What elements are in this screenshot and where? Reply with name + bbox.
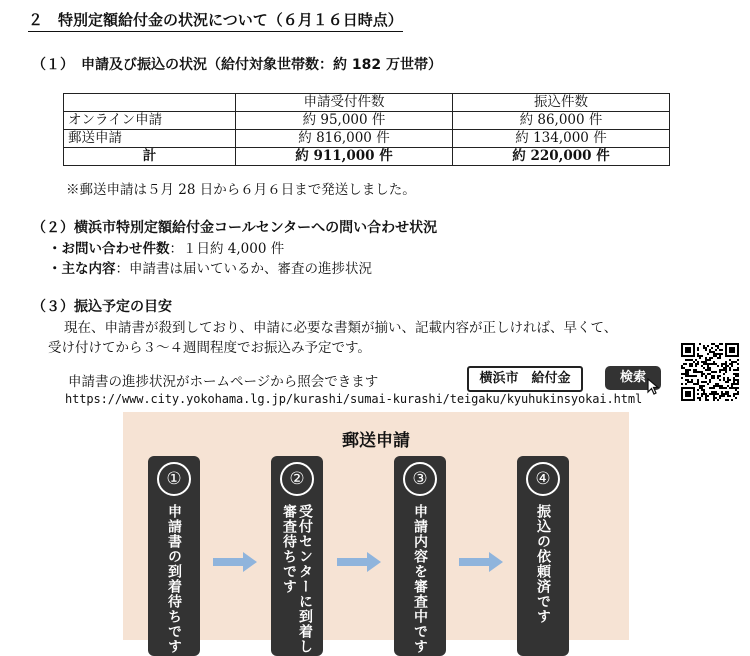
table-header-transfers: 振込件数 bbox=[453, 94, 670, 112]
table-total-row bbox=[64, 148, 670, 166]
step-number: ③ bbox=[403, 462, 437, 496]
search-keyword-box: 横浜市 給付金 bbox=[467, 366, 583, 392]
flow-step-3 bbox=[394, 456, 446, 656]
mail-note: ※郵送申請は５月 28 日から６月６日まで発送しました。 bbox=[66, 182, 416, 198]
status-table bbox=[63, 93, 670, 166]
flow-title: 郵送申請 bbox=[342, 431, 410, 451]
total-applications: 約 911,000 件 bbox=[236, 148, 453, 166]
flow-step-2 bbox=[271, 456, 323, 656]
row-applications: 約 95,000 件 bbox=[236, 112, 453, 130]
search-button[interactable]: 検索 bbox=[605, 366, 661, 390]
row-transfers: 約 86,000 件 bbox=[453, 112, 670, 130]
bullet-value: ：申請書は届いているか、審査の進捗状況 bbox=[115, 261, 372, 277]
bullet-label: ・お問い合わせ件数 bbox=[48, 241, 170, 257]
arrow-right-icon bbox=[337, 552, 381, 572]
step-number: ① bbox=[157, 462, 191, 496]
row-transfers: 約 134,000 件 bbox=[453, 130, 670, 148]
inquiry-text: 申請書の進捗状況がホームページから照会できます bbox=[68, 374, 379, 390]
section3-title: （３）振込予定の目安 bbox=[32, 299, 172, 315]
bullet-inquiry-count bbox=[48, 237, 284, 257]
row-applications: 約 816,000 件 bbox=[236, 130, 453, 148]
table-header-blank bbox=[64, 94, 236, 112]
inquiry-url-link[interactable]: https://www.city.yokohama.lg.jp/kurashi/sumai-kurashi/teigaku/kyuhukinsyokai.html bbox=[65, 392, 643, 406]
qr-code-icon bbox=[681, 343, 739, 401]
flow-step-4 bbox=[517, 456, 569, 656]
step-text: 受付センターに到着し 審査待ちです bbox=[281, 504, 313, 654]
step-text: 申請書の到着待ちです bbox=[166, 504, 182, 654]
cursor-icon bbox=[646, 378, 662, 396]
table-header-applications: 申請受付件数 bbox=[236, 94, 453, 112]
flow-step-1 bbox=[148, 456, 200, 656]
total-label: 計 bbox=[64, 148, 236, 166]
row-label: 郵送申請 bbox=[64, 130, 236, 148]
section2-title: （２）横浜市特別定額給付金コールセンターへの問い合わせ状況 bbox=[32, 220, 438, 236]
step-text: 申請内容を審査中です bbox=[412, 504, 428, 654]
table-row bbox=[64, 112, 670, 130]
step-text: 振込の依頼済です bbox=[535, 504, 551, 624]
arrow-right-icon bbox=[459, 552, 503, 572]
bullet-main-content bbox=[48, 257, 372, 277]
table-header-row bbox=[64, 94, 670, 112]
step-number: ② bbox=[280, 462, 314, 496]
mail-flow-diagram bbox=[123, 412, 629, 654]
section-heading: ２ 特別定額給付金の状況について（６月１６日時点） bbox=[28, 9, 403, 32]
bullet-label: ・主な内容 bbox=[48, 261, 116, 277]
step-number: ④ bbox=[526, 462, 560, 496]
arrow-right-icon bbox=[213, 552, 257, 572]
row-label: オンライン申請 bbox=[64, 112, 236, 130]
section1-title: （１） 申請及び振込の状況（給付対象世帯数：約 182 万世帯） bbox=[32, 57, 442, 73]
bullet-value: ：１日約 4,000 件 bbox=[169, 241, 285, 257]
total-transfers: 約 220,000 件 bbox=[453, 148, 670, 166]
schedule-paragraph-line2: 受け付けてから３～４週間程度でお振込み予定です。 bbox=[48, 340, 371, 356]
table-row bbox=[64, 130, 670, 148]
schedule-paragraph-line1: 現在、申請書が殺到しており、申請に必要な書類が揃い、記載内容が正しければ、早くて、 bbox=[64, 320, 618, 336]
